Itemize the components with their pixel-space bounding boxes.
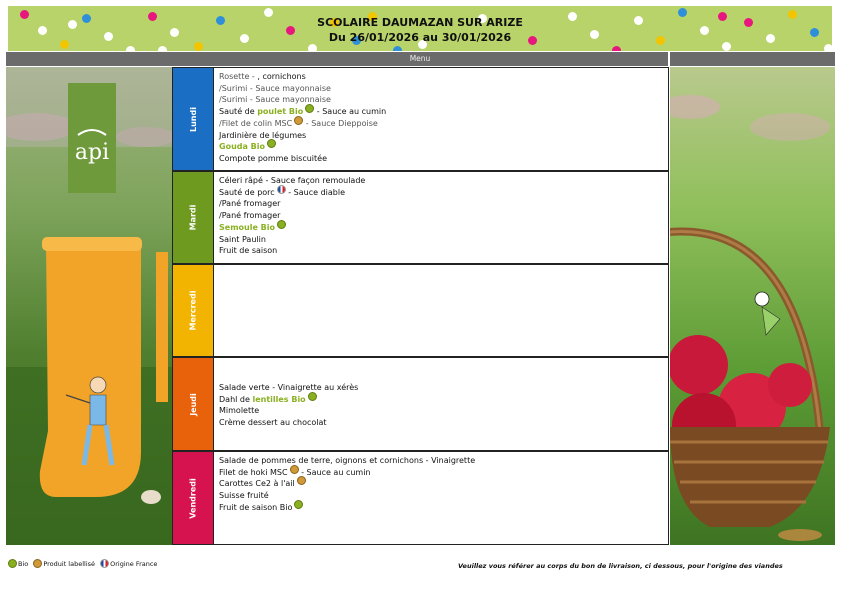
day-label: Mercredi bbox=[188, 290, 198, 331]
menu-item bbox=[219, 118, 663, 130]
menu-item bbox=[219, 502, 663, 514]
menu-text: Salade de pommes de terre, oignons et cornichons - Vinaigrette bbox=[219, 456, 476, 465]
legend-origine: Origine France bbox=[110, 560, 158, 568]
menu-item bbox=[219, 478, 663, 490]
menu-text: Saint Paulin bbox=[219, 234, 266, 244]
footer-note: Veuillez vous référer au corps du bon de livraison, ci dessous, pour l'origine des viandes bbox=[458, 562, 783, 570]
menu-text: /Surimi - bbox=[219, 83, 256, 93]
menu-column-header: Menu bbox=[172, 52, 668, 66]
menu-cell-lundi bbox=[213, 67, 669, 171]
menu-cell-mercredi bbox=[213, 264, 669, 357]
legend bbox=[8, 560, 157, 569]
menu-text: /Pané fromager bbox=[219, 211, 281, 221]
menu-item bbox=[219, 175, 663, 187]
france-flag-icon bbox=[277, 185, 286, 194]
menu-item bbox=[219, 467, 663, 479]
day-label: Jeudi bbox=[188, 392, 198, 416]
menu-item bbox=[219, 382, 663, 394]
menu-text: Salade verte - Vinaigrette au xérès bbox=[219, 383, 359, 392]
menu-text: /Surimi - bbox=[219, 95, 256, 105]
header-bar-right bbox=[670, 52, 835, 66]
header-title-box bbox=[8, 15, 832, 45]
menu-text: - Sauce au cumin bbox=[314, 107, 387, 117]
header-dot bbox=[393, 46, 402, 51]
menu-item bbox=[219, 210, 663, 222]
menu-text: Carottes Ce2 à l'ail bbox=[219, 479, 295, 489]
day-cell-jeudi bbox=[172, 357, 214, 451]
menu-item bbox=[219, 141, 663, 153]
header-banner bbox=[8, 6, 832, 51]
menu-text: Jardinière de légumes bbox=[219, 130, 307, 140]
menu-cell-mardi bbox=[213, 171, 669, 264]
menu-item bbox=[219, 198, 663, 210]
menu-text: Semoule Bio bbox=[219, 222, 276, 232]
day-label: Mardi bbox=[188, 204, 198, 231]
menu-item bbox=[219, 222, 663, 234]
day-label: Vendredi bbox=[188, 477, 198, 519]
header-dot bbox=[158, 46, 167, 51]
menu-text: Sauce mayonnaise bbox=[255, 95, 331, 105]
header-dot bbox=[126, 46, 135, 51]
menu-text: Fruit de saison bbox=[219, 246, 278, 256]
menu-text: Fruit de saison Bio bbox=[219, 502, 293, 512]
menu-item bbox=[219, 106, 663, 118]
bio-icon bbox=[305, 104, 314, 113]
menu-text: Crème dessert au chocolat bbox=[219, 418, 327, 428]
menu-item bbox=[219, 417, 663, 429]
france-flag-icon bbox=[100, 559, 109, 568]
bio-icon bbox=[267, 139, 276, 148]
menu-cell-vendredi bbox=[213, 451, 669, 545]
bio-icon bbox=[308, 392, 317, 401]
header-title: SCOLAIRE DAUMAZAN SUR ARIZE bbox=[317, 16, 523, 29]
day-cell-mercredi bbox=[172, 264, 214, 357]
menu-item bbox=[219, 130, 663, 142]
menu-text: Rosette - bbox=[219, 72, 258, 81]
label-icon bbox=[33, 559, 42, 568]
menu-text: lentilles Bio bbox=[252, 394, 306, 404]
menu-text: Compote pomme biscuitée bbox=[219, 153, 328, 163]
menu-text: Céleri râpé - Sauce façon remoulade bbox=[219, 176, 366, 185]
header-bar-left bbox=[6, 52, 172, 66]
header-dot bbox=[612, 46, 621, 51]
label-icon bbox=[290, 465, 299, 474]
bio-icon bbox=[277, 220, 286, 229]
menu-text: Filet de hoki MSC bbox=[219, 467, 288, 477]
header-dot bbox=[308, 44, 317, 51]
menu-text: poulet Bio bbox=[257, 107, 304, 117]
legend-bio: Bio bbox=[18, 560, 29, 568]
day-cell-vendredi bbox=[172, 451, 214, 545]
menu-text: - Sauce diable bbox=[285, 187, 345, 197]
header-dates: Du 26/01/2026 au 30/01/2026 bbox=[328, 31, 512, 44]
menu-text: Mimolette bbox=[219, 406, 260, 416]
menu-text: , cornichons bbox=[257, 72, 306, 81]
bio-icon bbox=[8, 559, 17, 568]
right-photo-apples bbox=[670, 67, 835, 545]
left-photo-boots bbox=[6, 67, 172, 545]
menu-text: /Pané fromager bbox=[219, 199, 281, 209]
menu-text: Dahl de bbox=[219, 394, 253, 404]
menu-item bbox=[219, 153, 663, 165]
header-dot bbox=[824, 44, 832, 51]
menu-cell-jeudi bbox=[213, 357, 669, 451]
api-logo-text: api bbox=[74, 140, 110, 165]
menu-item bbox=[219, 490, 663, 502]
menu-item bbox=[219, 71, 663, 83]
menu-item bbox=[219, 405, 663, 417]
legend-labellise: Produit labellisé bbox=[43, 560, 96, 568]
menu-item bbox=[219, 94, 663, 106]
menu-text: Sauté de bbox=[219, 107, 258, 117]
day-cell-mardi bbox=[172, 171, 214, 264]
menu-text: Suisse fruité bbox=[219, 491, 269, 501]
label-icon bbox=[294, 116, 303, 125]
day-cell-lundi bbox=[172, 67, 214, 171]
menu-item bbox=[219, 455, 663, 467]
boots-illustration bbox=[6, 67, 172, 545]
menu-text: /Filet de colin MSC bbox=[219, 118, 293, 128]
menu-text: Sauce mayonnaise bbox=[255, 83, 331, 93]
menu-text: Sauté de porc bbox=[219, 187, 275, 197]
menu-item bbox=[219, 234, 663, 246]
day-label: Lundi bbox=[188, 106, 198, 132]
menu-item bbox=[219, 394, 663, 406]
menu-item bbox=[219, 245, 663, 257]
menu-text: - Sauce Dieppoise bbox=[303, 118, 378, 128]
bio-icon bbox=[294, 500, 303, 509]
api-logo-box bbox=[68, 83, 116, 193]
menu-item bbox=[219, 187, 663, 199]
label-icon bbox=[297, 476, 306, 485]
apple-basket-illustration bbox=[670, 67, 835, 545]
menu-text: - Sauce au cumin bbox=[298, 467, 371, 477]
menu-item bbox=[219, 83, 663, 95]
menu-text: Gouda Bio bbox=[219, 142, 266, 152]
